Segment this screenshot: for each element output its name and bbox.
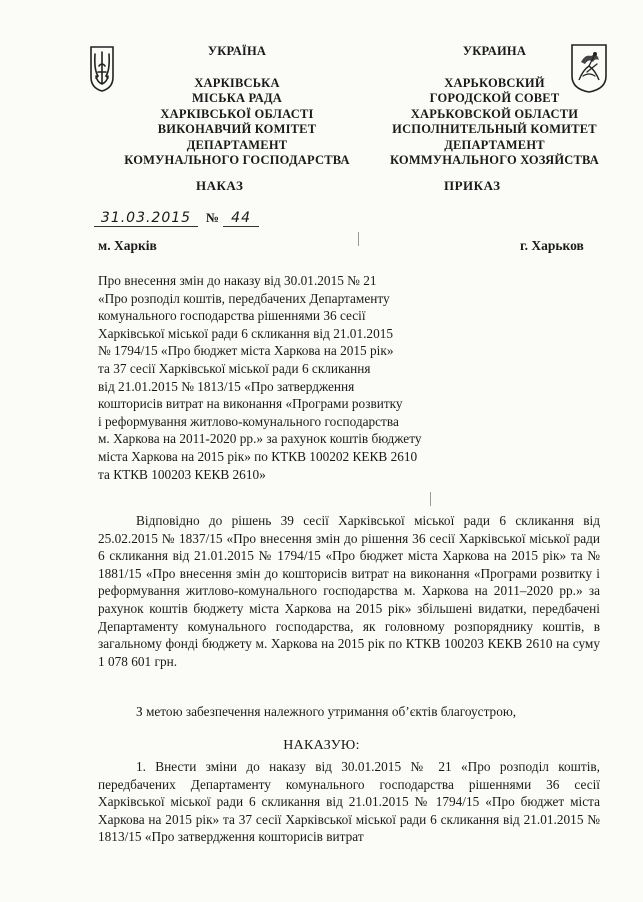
org-line: КОМУНАЛЬНОГО ГОСПОДАРСТВА [124, 153, 350, 167]
subject-line: № 1794/15 «Про бюджет міста Харкова на 2015 рік» [98, 343, 394, 359]
organization-name-ru [372, 76, 617, 169]
subject-line: та 37 сесії Харківської міської ради 6 скликання [98, 360, 371, 376]
subject-line: і реформування житлово-комунального господарства [98, 413, 399, 429]
order-date: 31.03.2015 [100, 210, 192, 226]
country-name-ru: УКРАИНА [462, 44, 527, 58]
order-command-heading: НАКАЗУЮ: [283, 738, 360, 753]
subject-line: «Про розподіл коштів, передбачених Департаменту [98, 290, 390, 306]
order-subject [98, 272, 528, 483]
subject-line: від 21.01.2015 № 1813/15 «Про затвердження [98, 378, 355, 394]
paragraph-basis: Відповідно до рішень 39 сесії Харківської міської ради 6 скликання від 25.02.2015 № 1837/15 «Про внесення змін до рішення 36 сесії Харківської міської ради 6 скликання від 21.01.2015 № 1794/15 «Про бюджет міста Харкова на 2015 рік» та № 1881/15 «Про внесення змін до кошторисів витрат на виконання «Програми розвитку і реформування житлово-комунального господарства м. Харкова на 2011–2020 рр.» за рахунок коштів бюджету міста Харкова на 2015 рік» збільшені видатки, передбачені Департаменту комунального господарства, як головному розпоряднику коштів, в загальному фонді бюджету м. Харкова на 2015 рік по КТКВ 100203 КЕКВ 2610 на суму 1 078 601 грн. [98, 513, 600, 669]
order-title-ua: НАКАЗ [196, 178, 244, 193]
order-title-ru: ПРИКАЗ [444, 178, 501, 193]
org-line: ХАРКІВСЬКОЇ ОБЛАСТІ [160, 106, 314, 121]
subject-line: та КТКВ 100203 КЕКВ 2610» [98, 466, 266, 482]
subject-line: міста Харкова на 2015 рік» по КТКВ 100202 КЕКВ 2610 [98, 448, 418, 464]
header-right-column [372, 44, 617, 169]
organization-name-ua [112, 76, 362, 169]
org-line: ДЕПАРТАМЕНТ [186, 137, 288, 152]
org-line: ХАРКІВСЬКА [194, 75, 280, 90]
city-ru: г. Харьков [520, 238, 584, 253]
org-line: ХАРЬКОВСКИЙ [444, 75, 545, 90]
paragraph-clause-1: 1. Внести зміни до наказу від 30.01.2015 № 21 «Про розподіл коштів, передбачених Департаменту комунального господарства рішеннями 36 сесії Харківської міської ради 6 скликання від 21.01.2015 № 1794/15 «Про бюджет міста Харкова на 2015 рік» та 37 сесії Харківської міської ради 6 скликання від 21.01.2015 № 1813/15 «Про затвердження кошторисів витрат [98, 759, 600, 845]
subject-line: Харківської міської ради 6 скликання від 21.01.2015 [98, 325, 394, 341]
country-name-ua: УКРАЇНА [207, 44, 267, 58]
subject-line: комунального господарства рішеннями 36 сесії [98, 308, 366, 324]
org-line: МІСЬКА РАДА [191, 91, 283, 105]
subject-line: Про внесення змін до наказу від 30.01.2015 № 21 [98, 273, 377, 288]
org-line: ХАРЬКОВСКОЙ ОБЛАСТИ [410, 106, 579, 121]
number-sign: № [206, 210, 220, 225]
subject-line: м. Харкова на 2011-2020 рр.» за рахунок коштів бюджету [98, 431, 422, 447]
org-line: ВИКОНАВЧИЙ КОМІТЕТ [157, 122, 317, 136]
city-ua: м. Харків [98, 238, 157, 253]
org-line: ИСПОЛНИТЕЛЬНЫЙ КОМИТЕТ [392, 122, 597, 136]
scan-mark [430, 492, 431, 506]
paragraph-purpose: З метою забезпечення належного утримання об’єктів благоустрою, [136, 704, 517, 719]
org-line: ГОРОДСКОЙ СОВЕТ [429, 91, 560, 105]
org-line: КОММУНАЛЬНОГО ХОЗЯЙСТВА [389, 153, 600, 167]
scan-mark [358, 232, 359, 246]
order-number: 44 [231, 210, 251, 226]
header-left-column [112, 44, 362, 169]
org-line: ДЕПАРТАМЕНТ [444, 137, 545, 152]
subject-line: кошторисів витрат на виконання «Програми розвитку [98, 396, 403, 412]
order-date-number [94, 210, 259, 227]
